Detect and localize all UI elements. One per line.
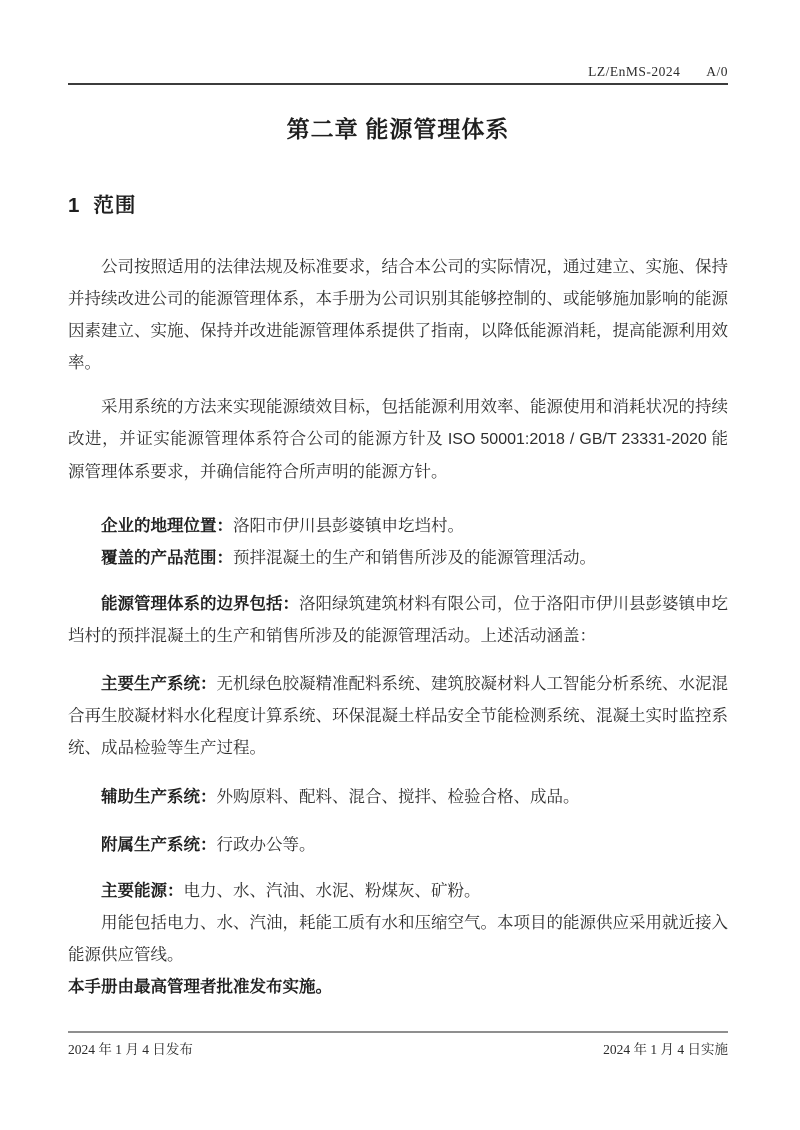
energy-note-paragraph: 用能包括电力、水、汽油，耗能工质有水和压缩空气。本项目的能源供应采用就近接入能源供应管线。 <box>68 913 728 964</box>
section-number: 1 <box>68 194 80 217</box>
boundary-paragraph <box>68 588 728 652</box>
aux-systems-label: 辅助生产系统： <box>101 787 217 806</box>
approval-statement: 本手册由最高管理者批准发布实施。 <box>68 977 332 996</box>
main-energy-text: 电力、水、汽油、水泥、粉煤灰、矿粉。 <box>183 881 481 900</box>
product-scope-line <box>68 542 728 574</box>
main-systems-paragraph <box>68 668 728 764</box>
attached-systems-text: 行政办公等。 <box>216 835 316 854</box>
main-energy-label: 主要能源： <box>101 881 184 900</box>
intro-2-text-before: 采用系统的方法来实现能源绩效目标，包括能源利用效率、能源使用和消耗状况的持续改进，并证实能源管理体系符合公司的能源方针及 <box>68 397 728 448</box>
intro-paragraph-1: 公司按照适用的法律法规及标准要求，结合本公司的实际情况，通过建立、实施、保持并持续改进公司的能源管理体系，本手册为公司识别其能够控制的、或能够施加影响的能源因素建立、实施、保持并改进能源管理体系提供了指南，以降低能源消耗，提高能源利用效率。 <box>68 257 728 372</box>
doc-revision: A/0 <box>706 64 728 79</box>
main-systems-text: 无机绿色胶凝精准配料系统、建筑胶凝材料人工智能分析系统、水泥混合再生胶凝材料水化程度计算系统、环保混凝土样品安全节能检测系统、混凝土实时监控系统、成品检验等生产过程。 <box>68 674 728 757</box>
document-header <box>68 64 728 85</box>
section-title: 范围 <box>93 194 137 217</box>
intro-paragraph-2 <box>68 391 728 488</box>
document-footer <box>68 1031 728 1058</box>
aux-systems-line <box>68 781 728 813</box>
page-content <box>0 64 800 1003</box>
intro-2-text-after: 能源管理体系要求，并确信能符合所声明的能源方针。 <box>68 429 729 481</box>
attached-systems-line <box>68 829 728 861</box>
location-text: 洛阳市伊川县彭婆镇申圪垱村。 <box>233 516 464 535</box>
aux-systems-text: 外购原料、配料、混合、搅拌、检验合格、成品。 <box>216 787 580 806</box>
location-line <box>68 510 728 542</box>
attached-systems-label: 附属生产系统： <box>101 835 217 854</box>
boundary-text: 洛阳绿筑建筑材料有限公司，位于洛阳市伊川县彭婆镇申圪垱村的预拌混凝土的生产和销售所涉及的能源管理活动。上述活动涵盖： <box>68 594 728 645</box>
section-heading <box>68 188 728 218</box>
main-systems-label: 主要生产系统： <box>101 674 217 693</box>
release-date: 2024 年 1 月 4 日发布 <box>68 1042 193 1057</box>
doc-code: LZ/EnMS-2024 <box>588 64 681 79</box>
location-label: 企业的地理位置： <box>101 516 233 535</box>
main-energy-line <box>68 875 728 907</box>
product-scope-text: 预拌混凝土的生产和销售所涉及的能源管理活动。 <box>233 548 596 567</box>
implement-date: 2024 年 1 月 4 日实施 <box>603 1042 728 1057</box>
product-scope-label: 覆盖的产品范围： <box>101 548 233 567</box>
boundary-label: 能源管理体系的边界包括： <box>101 594 299 613</box>
standard-reference: ISO 50001:2018 / GB/T 23331-2020 <box>447 431 707 448</box>
chapter-title: 第二章 能源管理体系 <box>286 117 510 142</box>
